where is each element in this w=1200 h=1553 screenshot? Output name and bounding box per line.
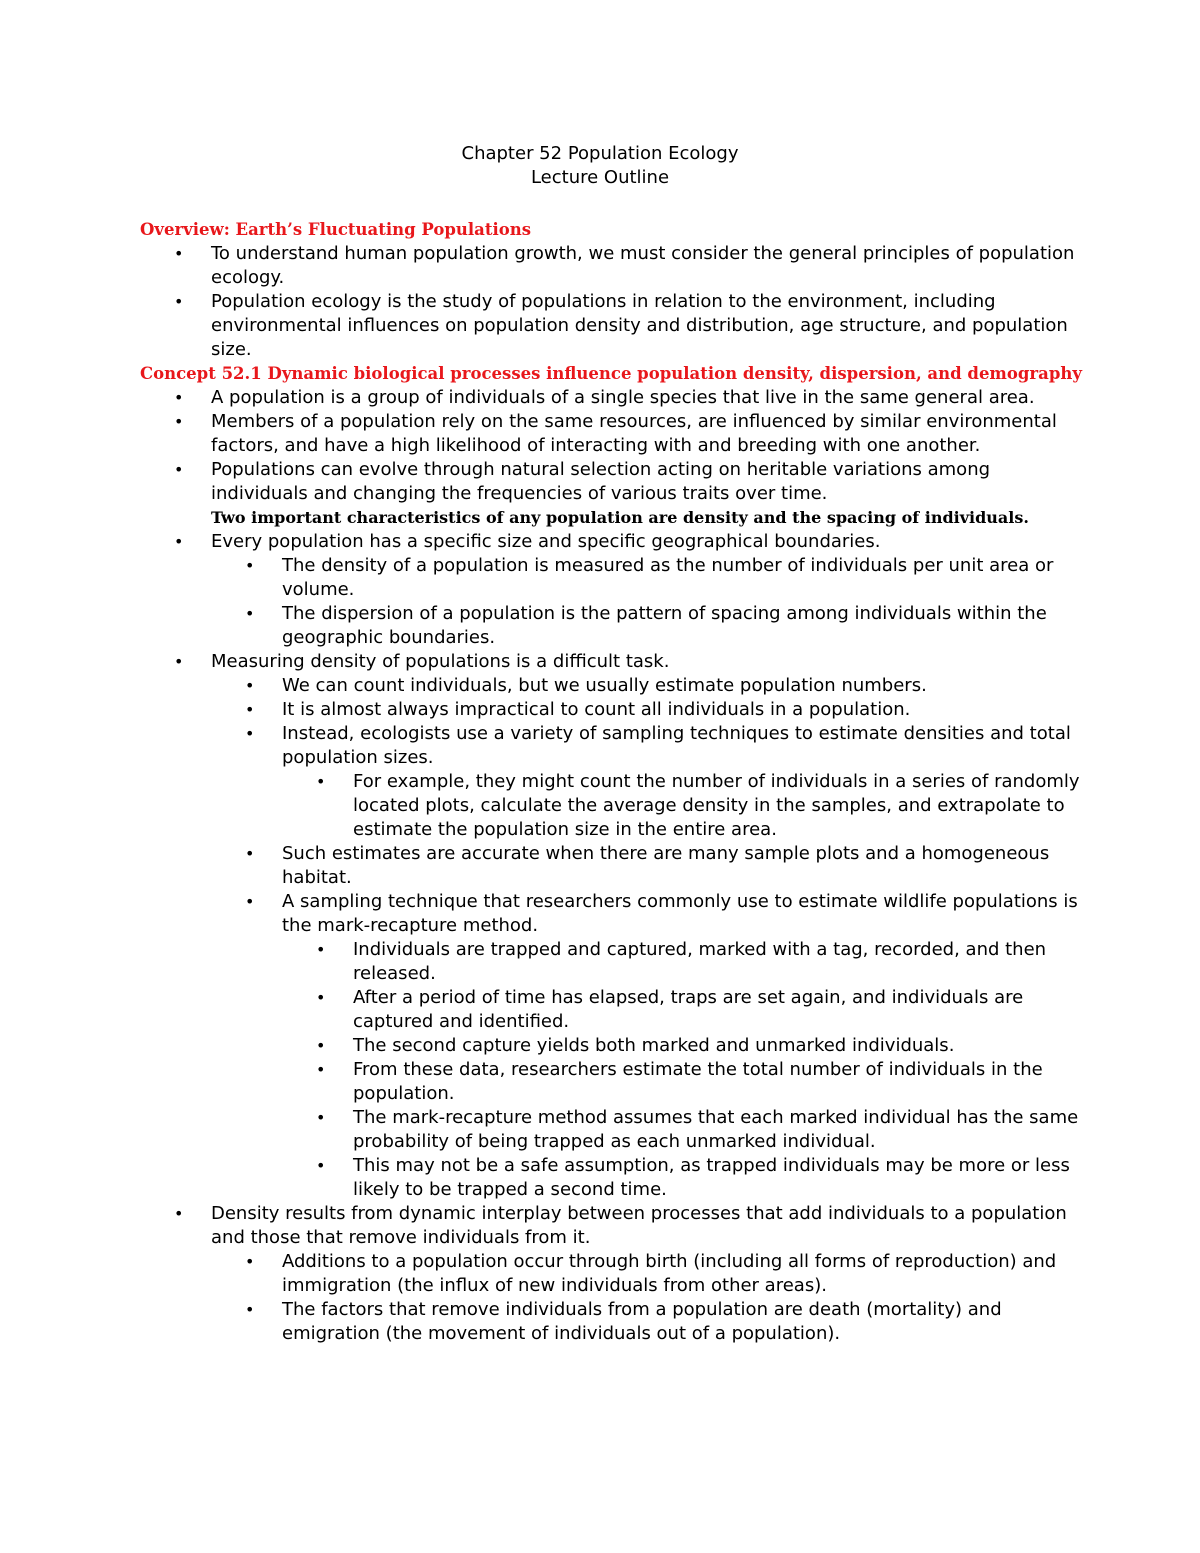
list-item [140, 290, 1080, 362]
bold-note: Two important characteristics of any population are density and the spacing of individuals. [211, 508, 1029, 527]
list-item-text: • For example, they might count the number of individuals in a series of randomly located plots, calculate the average density in the samples, and extrapolate to estimate the population size in the entire area. [353, 771, 1080, 840]
sublist [211, 674, 1080, 1202]
sublist [211, 1250, 1080, 1346]
list-item-text: • A population is a group of individuals of a single species that live in the same general area. [211, 387, 1035, 408]
list-item-text: • From these data, researchers estimate the total number of individuals in the population. [353, 1059, 1043, 1104]
list-item [140, 242, 1080, 290]
list-item-text: • Additions to a population occur through birth (including all forms of reproduction) and immigration (the influx of new individuals from other areas). [282, 1251, 1057, 1296]
concept-list [140, 386, 1080, 506]
list-item [140, 458, 1080, 506]
list-item-text: • We can count individuals, but we usually estimate population numbers. [282, 675, 927, 696]
list-item [140, 386, 1080, 410]
overview-heading: Overview: Earth’s Fluctuating Populations [140, 220, 532, 239]
list-item [282, 1058, 1080, 1106]
concept-list-continued [140, 530, 1080, 1346]
list-item-text: • Individuals are trapped and captured, marked with a tag, recorded, and then released. [353, 939, 1047, 984]
concept-heading: Concept 52.1 Dynamic biological processes influence population density, dispersion, and demography [140, 364, 1082, 383]
list-item-text: • To understand human population growth, we must consider the general principles of population ecology. [211, 243, 1075, 288]
list-item-text: • Populations can evolve through natural selection acting on heritable variations among individuals and changing the frequencies of various traits over time. [211, 459, 991, 504]
list-item-text: • Measuring density of populations is a difficult task. [211, 651, 670, 672]
list-item [211, 698, 1080, 722]
list-item-text: • Such estimates are accurate when there are many sample plots and a homogeneous habitat. [282, 843, 1050, 888]
list-item [211, 722, 1080, 842]
list-item-text: • The density of a population is measured as the number of individuals per unit area or volume. [282, 555, 1054, 600]
list-item-text: • The second capture yields both marked and unmarked individuals. [353, 1035, 955, 1056]
list-item [282, 986, 1080, 1034]
list-item [140, 410, 1080, 458]
document-title: Chapter 52 Population Ecology [461, 143, 739, 164]
list-item [140, 1202, 1080, 1346]
list-item [211, 554, 1080, 602]
overview-list [140, 242, 1080, 362]
document-body [140, 218, 1080, 1346]
list-item [211, 602, 1080, 650]
list-item-text: • It is almost always impractical to count all individuals in a population. [282, 699, 911, 720]
list-item [282, 1154, 1080, 1202]
list-item-text: • The mark-recapture method assumes that each marked individual has the same probability of being trapped as each unmarked individual. [353, 1107, 1079, 1152]
list-item-text: • Population ecology is the study of populations in relation to the environment, including environmental influences on population density and distribution, age structure, and population size. [211, 291, 1068, 360]
list-item [211, 842, 1080, 890]
list-item-text: • This may not be a safe assumption, as trapped individuals may be more or less likely to be trapped a second time. [353, 1155, 1070, 1200]
sublist [282, 938, 1080, 1202]
list-item [140, 650, 1080, 1202]
list-item-text: • The factors that remove individuals from a population are death (mortality) and emigration (the movement of individuals out of a population). [282, 1299, 1002, 1344]
list-item [211, 890, 1080, 1202]
list-item [282, 770, 1080, 842]
list-item [211, 1250, 1080, 1298]
list-item-text: • Density results from dynamic interplay between processes that add individuals to a population and those that remove individuals from it. [211, 1203, 1067, 1248]
list-item-text: • Every population has a specific size and specific geographical boundaries. [211, 531, 881, 552]
list-item [282, 938, 1080, 986]
list-item [211, 1298, 1080, 1346]
list-item-text: • A sampling technique that researchers commonly use to estimate wildlife populations is the mark-recapture method. [282, 891, 1078, 936]
list-item [282, 1106, 1080, 1154]
title-block [0, 142, 1200, 190]
list-item [211, 674, 1080, 698]
sublist [282, 770, 1080, 842]
list-item-text: • Instead, ecologists use a variety of sampling techniques to estimate densities and total population sizes. [282, 723, 1071, 768]
document-subtitle: Lecture Outline [530, 167, 670, 188]
sublist [211, 554, 1080, 650]
list-item-text: • Members of a population rely on the same resources, are influenced by similar environmental factors, and have a high likelihood of interacting with and breeding with one another. [211, 411, 1057, 456]
list-item [282, 1034, 1080, 1058]
list-item-text: • The dispersion of a population is the pattern of spacing among individuals within the geographic boundaries. [282, 603, 1047, 648]
list-item [140, 530, 1080, 650]
list-item-text: • After a period of time has elapsed, traps are set again, and individuals are captured and identified. [353, 987, 1024, 1032]
